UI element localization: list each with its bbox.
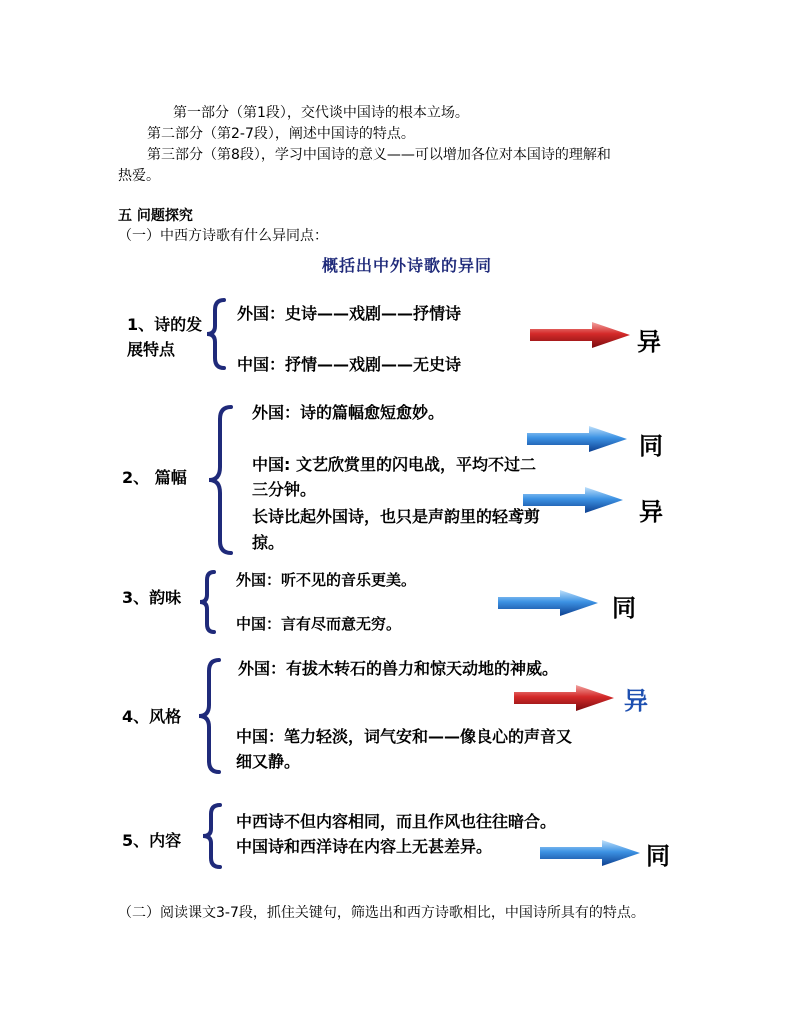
content-line: 中西诗不但内容相同，而且作风也往往暗合。 [236, 812, 557, 831]
result-label: 同 [612, 594, 636, 622]
outline-part3-line1: 第三部分（第8段），学习中国诗的意义——可以增加各位对本国诗的理解和 [147, 147, 611, 163]
china-item: 中国：笔力轻淡，词气安和——像良心的声音又 [236, 727, 573, 746]
brace-icon [200, 803, 222, 869]
brace-icon [206, 405, 234, 555]
arrow-right-icon [498, 590, 598, 616]
content-line: 中国诗和西洋诗在内容上无甚差异。 [236, 837, 493, 856]
china-item: 中国：言有尽而意无穷。 [236, 615, 402, 633]
arrow-right-icon [540, 840, 640, 866]
china-item: 长诗比起外国诗，也只是声韵里的轻鸢剪 [252, 507, 541, 526]
result-label: 异 [639, 498, 663, 526]
result-label: 异 [624, 687, 648, 715]
brace-icon [196, 658, 222, 774]
foreign-item: 外国：史诗——戏剧——抒情诗 [237, 304, 462, 323]
china-item: 三分钟。 [252, 480, 317, 499]
china-item: 掠。 [252, 533, 285, 552]
row-label: 5、内容 [122, 831, 182, 850]
result-label: 同 [639, 432, 663, 460]
row-label: 2、 篇幅 [122, 468, 187, 487]
arrow-right-icon [514, 685, 614, 711]
china-item: 中国: 文艺欣赏里的闪电战，平均不过二 [252, 455, 536, 474]
diagram-title: 概括出中外诗歌的异同 [322, 256, 493, 275]
row-label: 4、风格 [122, 707, 182, 726]
arrow-right-icon [530, 322, 630, 348]
section-sub1: （一）中西方诗歌有什么异同点： [118, 228, 328, 244]
row-label: 3、韵味 [122, 588, 182, 607]
arrow-right-icon [523, 487, 623, 513]
brace-icon [198, 570, 216, 634]
outline-part1: 第一部分（第1段），交代谈中国诗的根本立场。 [173, 105, 469, 121]
section-heading: 五 问题探究 [118, 208, 193, 224]
result-label: 同 [646, 842, 670, 870]
brace-icon [204, 298, 226, 370]
section-sub2: （二）阅读课文3-7段，抓住关键句，筛选出和西方诗歌相比，中国诗所具有的特点。 [118, 905, 645, 921]
result-label: 异 [637, 328, 661, 356]
arrow-right-icon [527, 426, 627, 452]
china-item: 细又静。 [236, 752, 301, 771]
foreign-item: 外国：诗的篇幅愈短愈妙。 [252, 403, 445, 422]
row-label: 1、诗的发 [127, 315, 203, 334]
row-label: 展特点 [127, 340, 176, 359]
foreign-item: 外国：听不见的音乐更美。 [236, 571, 417, 589]
foreign-item: 外国：有拔木转石的兽力和惊天动地的神威。 [238, 659, 559, 678]
outline-part2: 第二部分（第2-7段），阐述中国诗的特点。 [147, 126, 415, 142]
china-item: 中国：抒情——戏剧——无史诗 [237, 355, 462, 374]
outline-part3-line2: 热爱。 [118, 168, 160, 184]
